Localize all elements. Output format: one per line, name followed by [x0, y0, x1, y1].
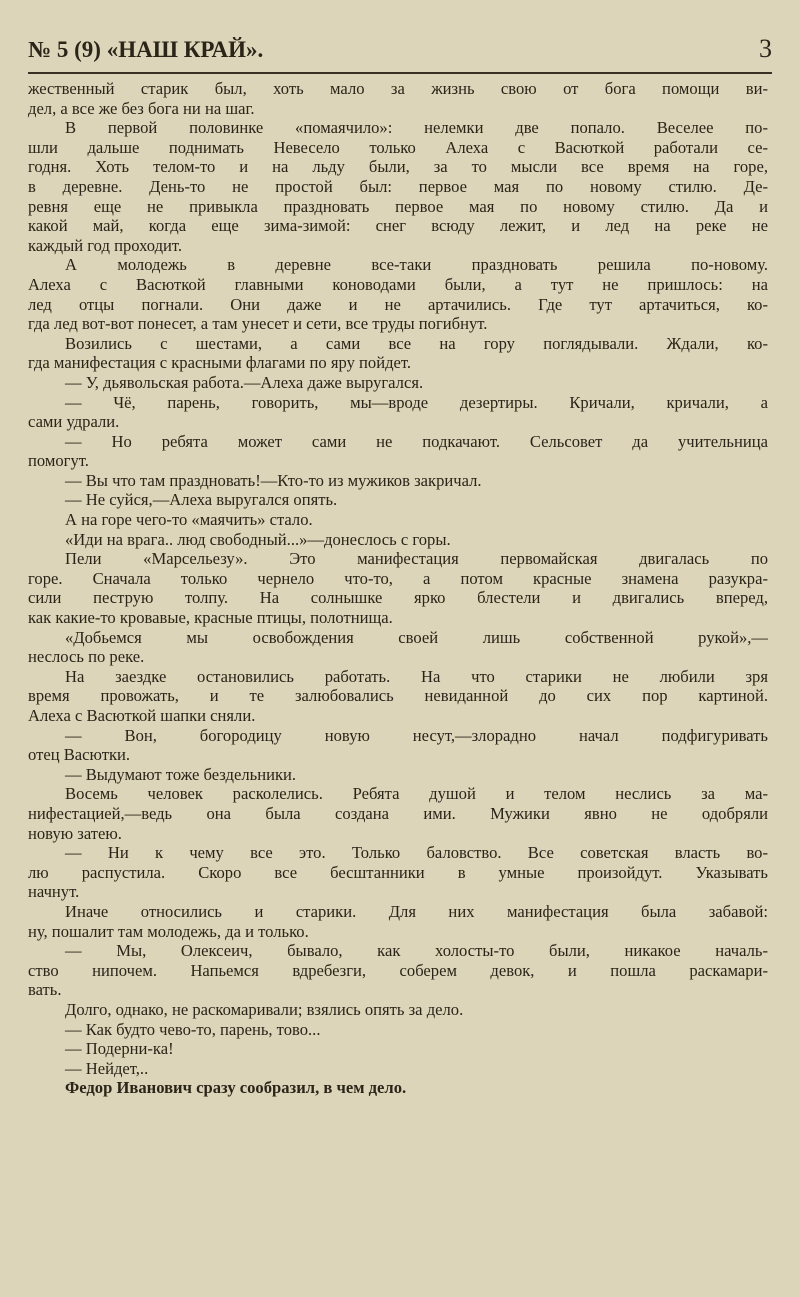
text-line: — Вы что там праздновать!—Кто-то из мужиков закричал. [65, 470, 482, 490]
text-line: — Мы, Олексеич, бывало, как холосты-то были, никакое началь- [65, 941, 768, 961]
text-line: А молодежь в деревне все-таки праздновать решила по-новому. [65, 255, 768, 275]
text-line: гда манифестация с красными флагами по яру пойдет. [28, 353, 412, 373]
text-line: Федор Иванович сразу сообразил, в чем дело. [65, 1078, 407, 1098]
text-line: какой май, когда еще зима-зимой: снег всюду лежит, и лед на реке не [28, 216, 768, 236]
text-line: вать. [28, 980, 62, 1000]
text-line: «Иди на врага.. люд свободный...»—донеслось с горы. [65, 529, 451, 549]
text-line: «Добьемся мы освобождения своей лишь собственной рукой»,— [65, 627, 768, 647]
text-line: — Не суйся,—Алеха выругался опять. [65, 490, 338, 510]
text-line: сами удрали. [28, 412, 120, 432]
text-line: гда лед вот-вот понесет, а там унесет и сети, все труды погибнут. [28, 314, 488, 334]
text-line: Восемь человек расколелись. Ребята душой и телом неслись за ма- [65, 784, 768, 804]
text-line: каждый год проходит. [28, 235, 183, 255]
text-line: помогут. [28, 451, 89, 471]
text-line: неслось по реке. [28, 647, 145, 667]
text-line: Долго, однако, не раскомаривали; взялись опять за дело. [65, 999, 464, 1019]
text-line: На заездке остановились работать. На что старики не любили зря [65, 666, 768, 686]
text-line: Иначе относились и старики. Для них манифестация была забавой: [65, 901, 768, 921]
text-line: — У, дьявольская работа.—Алеха даже выругался. [65, 372, 424, 392]
text-line: в деревне. День-то не простой был: первое мая по новому стилю. Де- [28, 176, 768, 196]
text-line: лед отцы погнали. Они даже и не артачились. Где тут артачиться, ко- [28, 294, 768, 314]
text-line: жественный старик был, хоть мало за жизнь свою от бога помощи ви- [28, 79, 768, 98]
text-line: сили пеструю толпу. На солнышке ярко блестели и двигались вперед, [28, 588, 768, 608]
text-line: — Чё, парень, говорить, мы—вроде дезертиры. Кричали, кричали, а [65, 392, 768, 412]
text-line: — Но ребята может сами не подкачают. Сельсовет да учительница [65, 431, 768, 451]
text-line: А на горе чего-то «маячить» стало. [65, 510, 313, 530]
text-line: ну, пошалит там молодежь, да и только. [28, 921, 309, 941]
text-line: как какие-то кровавые, красные птицы, полотнища. [28, 608, 393, 628]
newspaper-title: «НАШ КРАЙ». [106, 37, 264, 62]
header-rule [28, 72, 772, 74]
page-header [28, 34, 772, 68]
text-line: В первой половинке «помаячило»: нелемки две попало. Веселее по- [65, 118, 768, 138]
text-line: годня. Хоть телом-то и на льду были, за то мысли все время на горе, [28, 157, 768, 177]
text-line: Возились с шестами, а сами все на гору поглядывали. Ждали, ко- [65, 333, 768, 353]
article-body [28, 79, 768, 1098]
text-line: — Как будто чево-то, парень, тово... [65, 1019, 321, 1039]
issue-number: № 5 (9) [28, 37, 101, 62]
text-line: отец Васютки. [28, 745, 131, 765]
text-line: начнут. [28, 882, 80, 902]
text-line: — Нейдет,.. [65, 1058, 149, 1078]
text-line: дел, а все же без бога ни на шаг. [28, 98, 255, 118]
text-line: ревня еще не привыкла праздновать первое мая по новому стилю. Да и [28, 196, 768, 216]
text-line: — Подерни-ка! [65, 1039, 174, 1059]
text-line: ство нипочем. Напьемся вдребезги, соберем девок, и пошла раскамари- [28, 960, 768, 980]
text-line: — Вон, богородицу новую несут,—злорадно начал подфигуривать [65, 725, 768, 745]
text-line: Алеха с Васюткой главными коноводами были, а тут не пришлось: на [28, 274, 768, 294]
page-number: 3 [759, 34, 772, 63]
text-line: — Ни к чему все это. Только баловство. Все советская власть во- [65, 843, 768, 863]
text-line: Пели «Марсельезу». Это манифестация первомайская двигалась по [65, 549, 768, 569]
text-line: лю распустила. Скоро все бесштанники в умные произойдут. Указывать [28, 862, 768, 882]
text-line: Алеха с Васюткой шапки сняли. [28, 706, 256, 725]
text-line: время провожать, и те залюбовались невиданной до сих пор картиной. [28, 686, 768, 706]
text-line: горе. Сначала только чернело что-то, а потом красные знамена разукра- [28, 568, 768, 588]
text-line: шли дальше поднимать Невесело только Алеха с Васюткой работали се- [28, 137, 768, 157]
text-line: нифестацией,—ведь она была создана ими. Мужики явно не одобряли [28, 803, 768, 823]
text-line: новую затею. [28, 823, 122, 843]
text-line: — Выдумают тоже бездельники. [65, 764, 297, 784]
